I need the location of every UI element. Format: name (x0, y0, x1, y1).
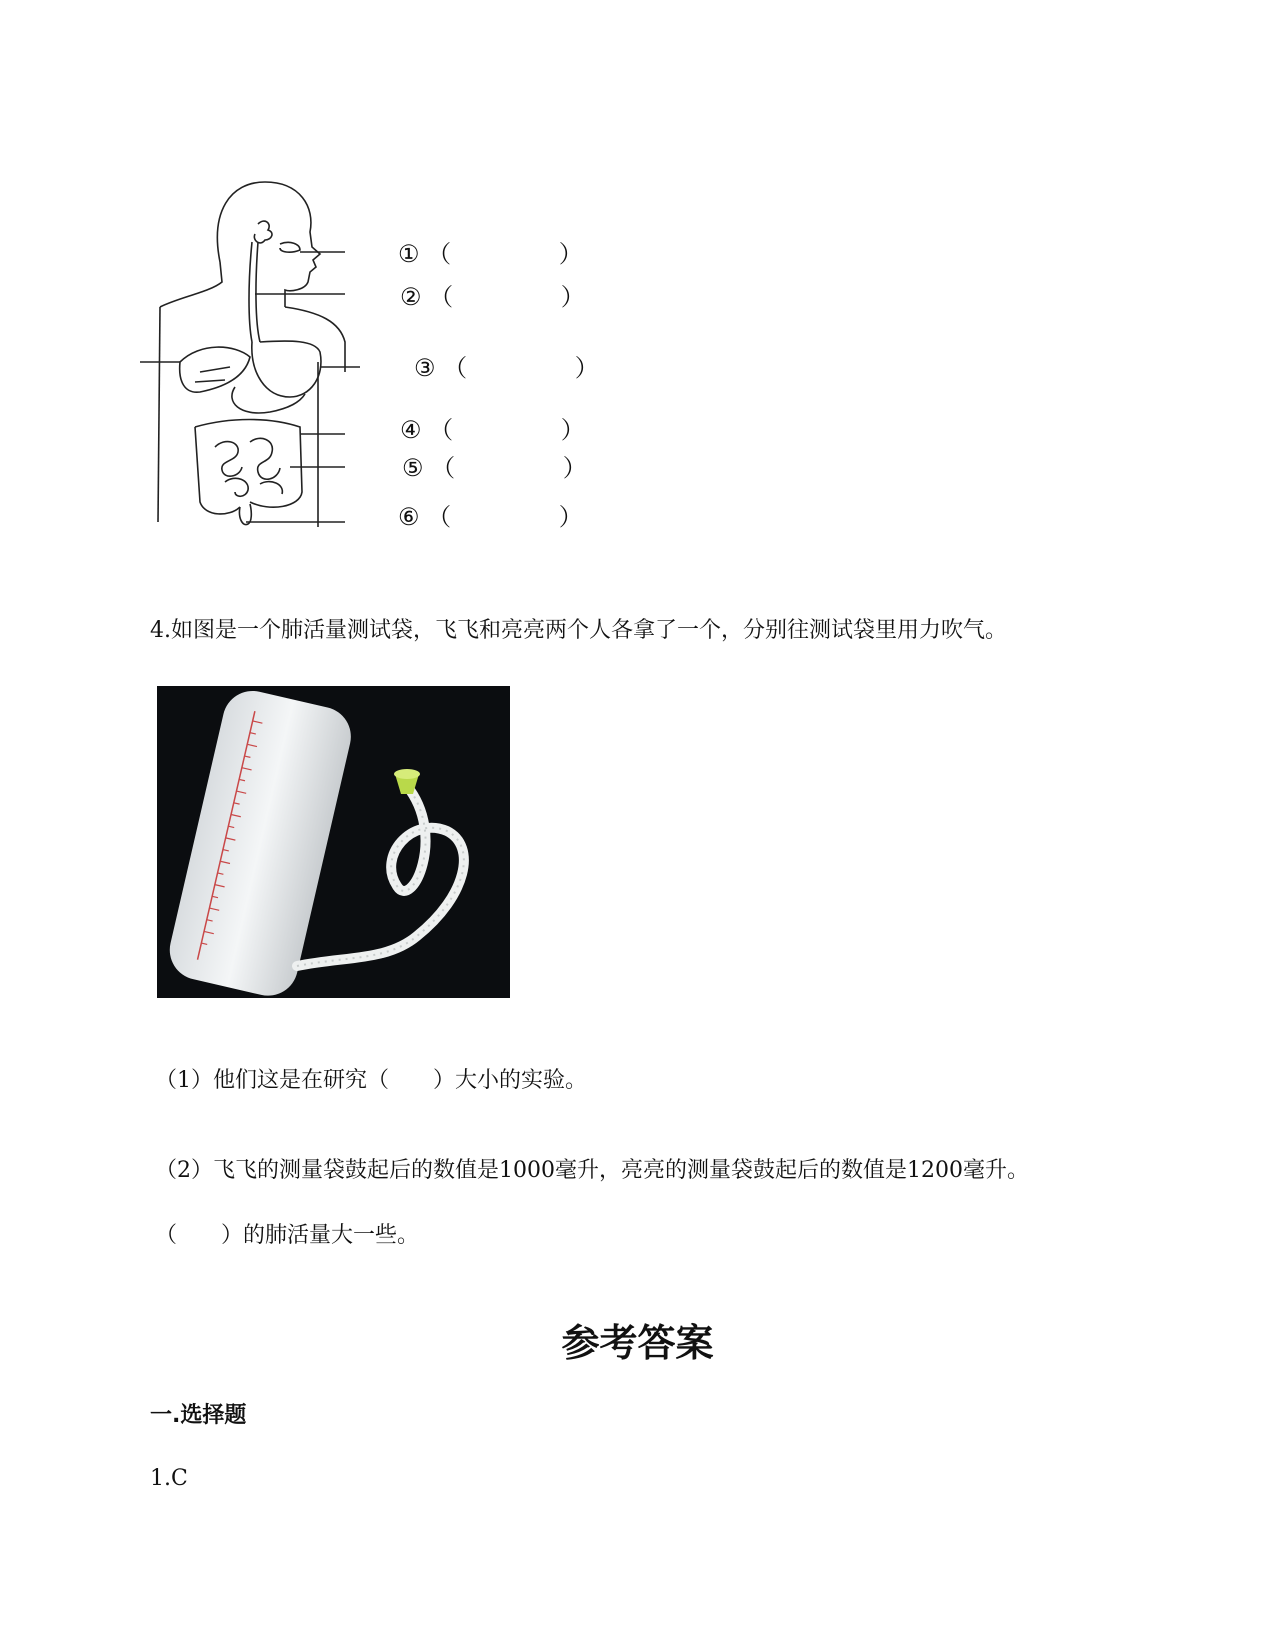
label-number: ⑤ (402, 454, 424, 482)
label-close-paren: ） (562, 454, 587, 482)
label-open-paren: （ (443, 354, 468, 382)
label-open-paren: （ (429, 283, 454, 311)
question-4-part-2-line-1: （2）飞飞的测量袋鼓起后的数值是1000毫升，亮亮的测量袋鼓起后的数值是1200毫升。 (155, 1158, 1029, 1183)
label-close-paren: ） (558, 240, 583, 268)
label-open-paren: （ (431, 454, 456, 482)
label-number: ④ (400, 416, 422, 444)
label-open-paren: （ (429, 416, 454, 444)
label-open-paren: （ (427, 503, 452, 531)
answer-item-1: 1.C (150, 1466, 188, 1491)
label-row-1 (398, 234, 583, 269)
lung-capacity-bag-illustration (157, 686, 510, 998)
question-4-part-2-line-2: （ ）的肺活量大一些。 (155, 1223, 420, 1248)
answers-title: 参考答案 (561, 1321, 714, 1365)
label-close-paren: ） (560, 416, 585, 444)
label-row-3 (414, 348, 599, 383)
label-close-paren: ） (560, 283, 585, 311)
label-row-4 (400, 410, 585, 445)
label-row-5 (402, 448, 587, 483)
label-number: ⑥ (398, 503, 420, 531)
label-number: ① (398, 240, 420, 268)
label-close-paren: ） (574, 354, 599, 382)
label-row-2 (400, 277, 585, 312)
label-number: ② (400, 283, 422, 311)
question-4-part-1: （1）他们这是在研究（ ）大小的实验。 (155, 1068, 587, 1093)
section-heading-multiple-choice: 一.选择题 (150, 1403, 247, 1428)
lung-capacity-bag-photo (157, 686, 510, 998)
label-close-paren: ） (558, 503, 583, 531)
question-4-stem: 4.如图是一个肺活量测试袋，飞飞和亮亮两个人各拿了一个，分别往测试袋里用力吹气。 (150, 618, 1007, 643)
label-number: ③ (414, 354, 436, 382)
label-open-paren: （ (427, 240, 452, 268)
digestive-system-diagram (140, 172, 660, 552)
label-row-6 (398, 497, 583, 532)
